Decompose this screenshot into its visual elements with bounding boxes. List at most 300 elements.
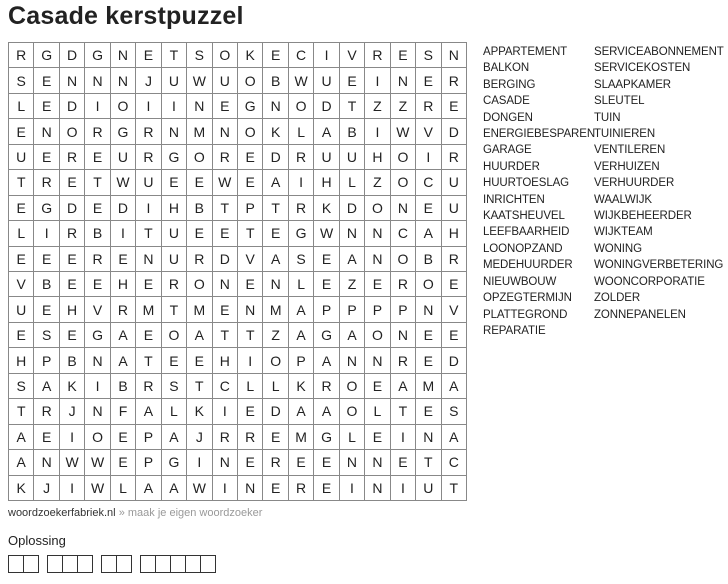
grid-cell[interactable]: A <box>9 450 34 475</box>
grid-cell[interactable]: T <box>238 221 263 246</box>
grid-cell[interactable]: E <box>365 425 390 450</box>
grid-cell[interactable]: I <box>289 170 314 195</box>
grid-cell[interactable]: E <box>34 68 59 93</box>
grid-cell[interactable]: A <box>289 323 314 348</box>
solution-letter-box[interactable] <box>23 555 39 573</box>
grid-cell[interactable]: S <box>162 374 187 399</box>
grid-cell[interactable]: E <box>416 68 441 93</box>
grid-cell[interactable]: E <box>34 425 59 450</box>
grid-cell[interactable]: E <box>213 94 238 119</box>
grid-cell[interactable]: E <box>34 247 59 272</box>
grid-cell[interactable]: N <box>340 450 365 475</box>
grid-cell[interactable]: Z <box>263 323 288 348</box>
grid-cell[interactable]: T <box>238 323 263 348</box>
grid-cell[interactable]: O <box>213 43 238 68</box>
grid-cell[interactable]: A <box>136 399 161 424</box>
letter-grid[interactable] <box>8 42 467 501</box>
grid-cell[interactable]: T <box>9 170 34 195</box>
grid-cell[interactable]: I <box>162 94 187 119</box>
grid-cell[interactable]: I <box>391 425 416 450</box>
grid-cell[interactable]: K <box>289 374 314 399</box>
grid-cell[interactable]: R <box>442 68 467 93</box>
grid-cell[interactable]: E <box>213 221 238 246</box>
grid-cell[interactable]: S <box>442 399 467 424</box>
grid-cell[interactable]: P <box>340 297 365 322</box>
grid-cell[interactable]: I <box>136 196 161 221</box>
grid-cell[interactable]: V <box>85 297 110 322</box>
grid-cell[interactable]: V <box>442 297 467 322</box>
grid-cell[interactable]: D <box>60 94 85 119</box>
grid-cell[interactable]: A <box>314 399 339 424</box>
grid-cell[interactable]: E <box>85 196 110 221</box>
grid-cell[interactable]: R <box>416 94 441 119</box>
grid-cell[interactable]: J <box>60 399 85 424</box>
grid-cell[interactable]: Z <box>340 272 365 297</box>
grid-cell[interactable]: N <box>162 119 187 144</box>
grid-cell[interactable]: E <box>60 247 85 272</box>
grid-cell[interactable]: L <box>9 94 34 119</box>
grid-cell[interactable]: G <box>314 323 339 348</box>
grid-cell[interactable]: N <box>213 119 238 144</box>
grid-cell[interactable]: K <box>60 374 85 399</box>
grid-cell[interactable]: A <box>340 247 365 272</box>
grid-cell[interactable]: E <box>187 170 212 195</box>
grid-cell[interactable]: L <box>162 399 187 424</box>
grid-cell[interactable]: N <box>416 297 441 322</box>
grid-cell[interactable]: R <box>442 145 467 170</box>
grid-cell[interactable]: E <box>9 323 34 348</box>
grid-cell[interactable]: T <box>85 170 110 195</box>
grid-cell[interactable]: R <box>85 119 110 144</box>
grid-cell[interactable]: U <box>111 145 136 170</box>
grid-cell[interactable]: T <box>213 196 238 221</box>
grid-cell[interactable]: N <box>85 348 110 373</box>
grid-cell[interactable]: I <box>314 43 339 68</box>
grid-cell[interactable]: E <box>136 43 161 68</box>
grid-cell[interactable]: A <box>314 119 339 144</box>
grid-cell[interactable]: W <box>60 450 85 475</box>
grid-cell[interactable]: P <box>365 297 390 322</box>
grid-cell[interactable]: E <box>391 43 416 68</box>
grid-cell[interactable]: W <box>85 450 110 475</box>
grid-cell[interactable]: E <box>416 399 441 424</box>
grid-cell[interactable]: D <box>263 145 288 170</box>
grid-cell[interactable]: R <box>136 374 161 399</box>
grid-cell[interactable]: I <box>213 476 238 501</box>
grid-cell[interactable]: J <box>187 425 212 450</box>
grid-cell[interactable]: O <box>238 68 263 93</box>
grid-cell[interactable]: A <box>111 348 136 373</box>
grid-cell[interactable]: E <box>85 145 110 170</box>
grid-cell[interactable]: T <box>136 348 161 373</box>
grid-cell[interactable]: O <box>340 374 365 399</box>
grid-cell[interactable]: R <box>391 348 416 373</box>
grid-cell[interactable]: E <box>34 94 59 119</box>
grid-cell[interactable]: E <box>9 247 34 272</box>
grid-cell[interactable]: T <box>162 297 187 322</box>
grid-cell[interactable]: N <box>238 297 263 322</box>
grid-cell[interactable]: G <box>289 221 314 246</box>
grid-cell[interactable]: G <box>238 94 263 119</box>
grid-cell[interactable]: R <box>263 450 288 475</box>
grid-cell[interactable]: E <box>34 145 59 170</box>
grid-cell[interactable]: I <box>340 476 365 501</box>
grid-cell[interactable]: N <box>85 68 110 93</box>
grid-cell[interactable]: R <box>136 119 161 144</box>
grid-cell[interactable]: G <box>34 43 59 68</box>
grid-cell[interactable]: N <box>365 348 390 373</box>
grid-cell[interactable]: H <box>60 297 85 322</box>
grid-cell[interactable]: E <box>289 450 314 475</box>
grid-cell[interactable]: O <box>391 145 416 170</box>
grid-cell[interactable]: E <box>238 145 263 170</box>
grid-cell[interactable]: N <box>136 247 161 272</box>
grid-cell[interactable]: N <box>442 43 467 68</box>
grid-cell[interactable]: N <box>263 94 288 119</box>
grid-cell[interactable]: E <box>213 297 238 322</box>
grid-cell[interactable]: L <box>263 374 288 399</box>
grid-cell[interactable]: R <box>60 221 85 246</box>
grid-cell[interactable]: I <box>136 94 161 119</box>
grid-cell[interactable]: L <box>238 374 263 399</box>
grid-cell[interactable]: A <box>9 425 34 450</box>
grid-cell[interactable]: N <box>60 68 85 93</box>
grid-cell[interactable]: O <box>391 170 416 195</box>
grid-cell[interactable]: K <box>187 399 212 424</box>
grid-cell[interactable]: H <box>111 272 136 297</box>
grid-cell[interactable]: S <box>34 323 59 348</box>
grid-cell[interactable]: R <box>213 145 238 170</box>
grid-cell[interactable]: W <box>111 170 136 195</box>
solution-letter-box[interactable] <box>8 555 24 573</box>
grid-cell[interactable]: A <box>136 476 161 501</box>
grid-cell[interactable]: B <box>85 221 110 246</box>
grid-cell[interactable]: S <box>416 43 441 68</box>
grid-cell[interactable]: E <box>162 170 187 195</box>
grid-cell[interactable]: G <box>162 450 187 475</box>
grid-cell[interactable]: B <box>60 348 85 373</box>
grid-cell[interactable]: N <box>111 43 136 68</box>
grid-cell[interactable]: E <box>187 348 212 373</box>
grid-cell[interactable]: K <box>314 196 339 221</box>
grid-cell[interactable]: M <box>416 374 441 399</box>
grid-cell[interactable]: R <box>85 247 110 272</box>
grid-cell[interactable]: A <box>314 348 339 373</box>
grid-cell[interactable]: G <box>111 119 136 144</box>
grid-cell[interactable]: D <box>111 196 136 221</box>
grid-cell[interactable]: E <box>314 450 339 475</box>
grid-cell[interactable]: E <box>442 272 467 297</box>
solution-letter-box[interactable] <box>200 555 216 573</box>
grid-cell[interactable]: S <box>289 247 314 272</box>
grid-cell[interactable]: D <box>263 399 288 424</box>
grid-cell[interactable]: I <box>187 450 212 475</box>
grid-cell[interactable]: I <box>416 145 441 170</box>
grid-cell[interactable]: R <box>111 297 136 322</box>
grid-cell[interactable]: W <box>314 221 339 246</box>
grid-cell[interactable]: E <box>238 272 263 297</box>
grid-cell[interactable]: A <box>111 323 136 348</box>
grid-cell[interactable]: A <box>442 425 467 450</box>
grid-cell[interactable]: R <box>34 170 59 195</box>
grid-cell[interactable]: I <box>365 119 390 144</box>
grid-cell[interactable]: I <box>111 221 136 246</box>
grid-cell[interactable]: N <box>85 399 110 424</box>
grid-cell[interactable]: A <box>442 374 467 399</box>
grid-cell[interactable]: P <box>238 196 263 221</box>
make-own-link[interactable]: maak je eigen woordzoeker <box>127 507 263 519</box>
grid-cell[interactable]: R <box>34 399 59 424</box>
grid-cell[interactable]: P <box>314 297 339 322</box>
grid-cell[interactable]: U <box>314 145 339 170</box>
grid-cell[interactable]: R <box>238 425 263 450</box>
grid-cell[interactable]: D <box>314 94 339 119</box>
grid-cell[interactable]: I <box>238 348 263 373</box>
grid-cell[interactable]: J <box>136 68 161 93</box>
grid-cell[interactable]: E <box>85 272 110 297</box>
grid-cell[interactable]: O <box>238 119 263 144</box>
grid-cell[interactable]: G <box>314 425 339 450</box>
grid-cell[interactable]: T <box>442 476 467 501</box>
grid-cell[interactable]: M <box>187 119 212 144</box>
grid-cell[interactable]: R <box>162 272 187 297</box>
grid-cell[interactable]: A <box>391 374 416 399</box>
grid-cell[interactable]: U <box>136 170 161 195</box>
solution-letter-box[interactable] <box>185 555 201 573</box>
grid-cell[interactable]: A <box>263 170 288 195</box>
grid-cell[interactable]: M <box>187 297 212 322</box>
grid-cell[interactable]: R <box>289 476 314 501</box>
grid-cell[interactable]: G <box>85 323 110 348</box>
grid-cell[interactable]: E <box>442 323 467 348</box>
grid-cell[interactable]: T <box>213 323 238 348</box>
grid-cell[interactable]: I <box>34 221 59 246</box>
grid-cell[interactable]: U <box>213 68 238 93</box>
grid-cell[interactable]: E <box>416 323 441 348</box>
grid-cell[interactable]: N <box>34 450 59 475</box>
grid-cell[interactable]: R <box>213 425 238 450</box>
grid-cell[interactable]: U <box>162 221 187 246</box>
grid-cell[interactable]: H <box>9 348 34 373</box>
solution-letter-box[interactable] <box>77 555 93 573</box>
grid-cell[interactable]: E <box>111 247 136 272</box>
grid-cell[interactable]: U <box>416 476 441 501</box>
grid-cell[interactable]: I <box>213 399 238 424</box>
grid-cell[interactable]: C <box>289 43 314 68</box>
grid-cell[interactable]: K <box>238 43 263 68</box>
grid-cell[interactable]: A <box>187 323 212 348</box>
grid-cell[interactable]: H <box>213 348 238 373</box>
grid-cell[interactable]: P <box>34 348 59 373</box>
grid-cell[interactable]: S <box>9 374 34 399</box>
grid-cell[interactable]: E <box>263 476 288 501</box>
grid-cell[interactable]: E <box>60 323 85 348</box>
grid-cell[interactable]: S <box>9 68 34 93</box>
grid-cell[interactable]: F <box>111 399 136 424</box>
grid-cell[interactable]: C <box>416 170 441 195</box>
grid-cell[interactable]: T <box>9 399 34 424</box>
grid-cell[interactable]: B <box>416 247 441 272</box>
grid-cell[interactable]: R <box>289 196 314 221</box>
grid-cell[interactable]: L <box>111 476 136 501</box>
grid-cell[interactable]: T <box>391 399 416 424</box>
grid-cell[interactable]: L <box>365 399 390 424</box>
grid-cell[interactable]: R <box>289 145 314 170</box>
grid-cell[interactable]: U <box>340 145 365 170</box>
grid-cell[interactable]: C <box>391 221 416 246</box>
grid-cell[interactable]: T <box>162 43 187 68</box>
grid-cell[interactable]: O <box>187 145 212 170</box>
grid-cell[interactable]: R <box>187 247 212 272</box>
grid-cell[interactable]: I <box>85 374 110 399</box>
grid-cell[interactable]: L <box>9 221 34 246</box>
grid-cell[interactable]: O <box>85 425 110 450</box>
grid-cell[interactable]: N <box>213 272 238 297</box>
grid-cell[interactable]: E <box>238 170 263 195</box>
grid-cell[interactable]: Z <box>365 170 390 195</box>
grid-cell[interactable]: J <box>34 476 59 501</box>
grid-cell[interactable]: E <box>136 272 161 297</box>
grid-cell[interactable]: P <box>289 348 314 373</box>
grid-cell[interactable]: N <box>416 425 441 450</box>
grid-cell[interactable]: U <box>442 170 467 195</box>
grid-cell[interactable]: H <box>365 145 390 170</box>
grid-cell[interactable]: G <box>85 43 110 68</box>
grid-cell[interactable]: R <box>314 374 339 399</box>
grid-cell[interactable]: V <box>340 43 365 68</box>
grid-cell[interactable]: M <box>289 425 314 450</box>
grid-cell[interactable]: N <box>365 450 390 475</box>
grid-cell[interactable]: D <box>340 196 365 221</box>
solution-letter-box[interactable] <box>101 555 117 573</box>
grid-cell[interactable]: U <box>9 145 34 170</box>
grid-cell[interactable]: V <box>416 119 441 144</box>
grid-cell[interactable]: T <box>136 221 161 246</box>
grid-cell[interactable]: W <box>85 476 110 501</box>
grid-cell[interactable]: I <box>365 68 390 93</box>
grid-cell[interactable]: R <box>365 43 390 68</box>
grid-cell[interactable]: E <box>238 399 263 424</box>
grid-cell[interactable]: U <box>162 247 187 272</box>
grid-cell[interactable]: E <box>365 272 390 297</box>
grid-cell[interactable]: R <box>391 272 416 297</box>
grid-cell[interactable]: N <box>263 272 288 297</box>
grid-cell[interactable]: U <box>9 297 34 322</box>
grid-cell[interactable]: N <box>365 247 390 272</box>
grid-cell[interactable]: I <box>85 94 110 119</box>
grid-cell[interactable]: O <box>340 399 365 424</box>
solution-letter-box[interactable] <box>155 555 171 573</box>
grid-cell[interactable]: B <box>34 272 59 297</box>
grid-cell[interactable]: E <box>60 170 85 195</box>
grid-cell[interactable]: A <box>34 374 59 399</box>
grid-cell[interactable]: E <box>314 476 339 501</box>
grid-cell[interactable]: O <box>162 323 187 348</box>
grid-cell[interactable]: A <box>162 425 187 450</box>
grid-cell[interactable]: O <box>289 94 314 119</box>
grid-cell[interactable]: C <box>213 374 238 399</box>
grid-cell[interactable]: V <box>9 272 34 297</box>
grid-cell[interactable]: E <box>416 348 441 373</box>
grid-cell[interactable]: U <box>162 68 187 93</box>
grid-cell[interactable]: B <box>263 68 288 93</box>
grid-cell[interactable]: N <box>213 450 238 475</box>
grid-cell[interactable]: E <box>60 272 85 297</box>
grid-cell[interactable]: W <box>187 68 212 93</box>
grid-cell[interactable]: W <box>289 68 314 93</box>
grid-cell[interactable]: S <box>187 43 212 68</box>
grid-cell[interactable]: V <box>238 247 263 272</box>
grid-cell[interactable]: N <box>111 68 136 93</box>
grid-cell[interactable]: H <box>162 196 187 221</box>
grid-cell[interactable]: M <box>136 297 161 322</box>
grid-cell[interactable]: O <box>365 196 390 221</box>
solution-letter-box[interactable] <box>62 555 78 573</box>
grid-cell[interactable]: L <box>340 170 365 195</box>
grid-cell[interactable]: E <box>9 119 34 144</box>
grid-cell[interactable]: A <box>416 221 441 246</box>
grid-cell[interactable]: E <box>365 374 390 399</box>
grid-cell[interactable]: T <box>340 94 365 119</box>
grid-cell[interactable]: O <box>111 94 136 119</box>
grid-cell[interactable]: G <box>34 196 59 221</box>
grid-cell[interactable]: E <box>263 221 288 246</box>
grid-cell[interactable]: C <box>442 450 467 475</box>
grid-cell[interactable]: N <box>391 323 416 348</box>
grid-cell[interactable]: N <box>365 221 390 246</box>
grid-cell[interactable]: E <box>314 247 339 272</box>
grid-cell[interactable]: E <box>136 323 161 348</box>
grid-cell[interactable]: B <box>187 196 212 221</box>
solution-letter-box[interactable] <box>170 555 186 573</box>
grid-cell[interactable]: R <box>136 145 161 170</box>
grid-cell[interactable]: A <box>162 476 187 501</box>
grid-cell[interactable]: B <box>111 374 136 399</box>
solution-letter-box[interactable] <box>116 555 132 573</box>
grid-cell[interactable]: M <box>263 297 288 322</box>
grid-cell[interactable]: W <box>391 119 416 144</box>
grid-cell[interactable]: E <box>263 425 288 450</box>
grid-cell[interactable]: E <box>442 94 467 119</box>
grid-cell[interactable]: E <box>238 450 263 475</box>
grid-cell[interactable]: U <box>442 196 467 221</box>
grid-cell[interactable]: N <box>187 94 212 119</box>
grid-cell[interactable]: A <box>289 399 314 424</box>
grid-cell[interactable]: U <box>314 68 339 93</box>
grid-cell[interactable]: Z <box>391 94 416 119</box>
grid-cell[interactable]: I <box>60 425 85 450</box>
grid-cell[interactable]: D <box>442 119 467 144</box>
grid-cell[interactable]: P <box>391 297 416 322</box>
grid-cell[interactable]: N <box>391 68 416 93</box>
grid-cell[interactable]: P <box>136 425 161 450</box>
grid-cell[interactable]: L <box>289 119 314 144</box>
grid-cell[interactable]: K <box>263 119 288 144</box>
grid-cell[interactable]: E <box>111 425 136 450</box>
grid-cell[interactable]: O <box>263 348 288 373</box>
grid-cell[interactable]: E <box>263 43 288 68</box>
grid-cell[interactable]: L <box>340 425 365 450</box>
grid-cell[interactable]: H <box>442 221 467 246</box>
grid-cell[interactable]: E <box>340 68 365 93</box>
grid-cell[interactable]: T <box>263 196 288 221</box>
grid-cell[interactable]: O <box>187 272 212 297</box>
grid-cell[interactable]: A <box>289 297 314 322</box>
grid-cell[interactable]: P <box>136 450 161 475</box>
grid-cell[interactable]: O <box>365 323 390 348</box>
grid-cell[interactable]: D <box>60 43 85 68</box>
grid-cell[interactable]: O <box>60 119 85 144</box>
